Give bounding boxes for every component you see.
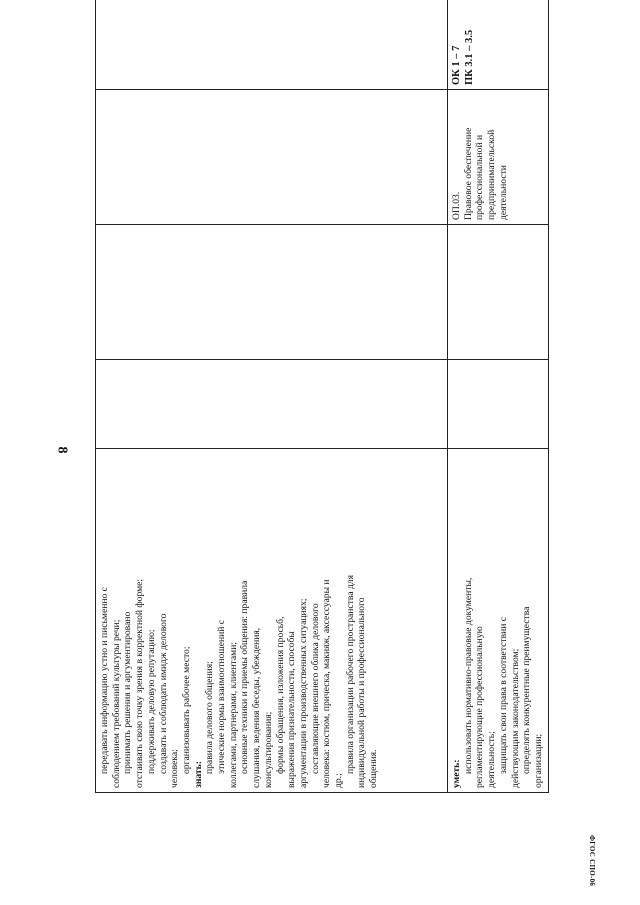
requirement-line: поддерживать деловую репутацию; [145,629,157,774]
requirement-line: передавать информацию устно и письменно с [99,587,110,774]
requirement-line: отстаивать свою точку зрения в корректной форме; [134,578,146,788]
discipline-cell [96,90,448,225]
table-row [96,0,448,793]
section-heading: уметь: [451,759,462,788]
page-number: 8 [54,446,70,454]
requirements-cell [448,449,549,793]
requirement-line: консультирования; [262,711,274,788]
requirement-line: коллегами, партнерами, клиентами; [227,642,239,788]
hours-class-cell [448,225,549,360]
requirement-line: организации; [532,733,544,788]
requirements-text [99,453,380,788]
requirement-line: деятельность; [486,731,498,788]
requirement-line: общения. [368,749,380,788]
competencies-cell [448,0,549,90]
curriculum-table-wrapper [95,29,544,793]
requirement-line: использовать нормативно-правовые документы, [462,577,474,774]
requirement-line: соблюдением требований культуры речи; [110,619,122,788]
table-row [448,0,549,793]
requirement-line: организовывать рабочее место; [180,646,192,774]
requirement-line: регламентирующие профессиональную [474,626,486,788]
requirement-line: создавать и соблюдать имидж делового [157,613,169,774]
requirement-line: основные техники и приемы общения: правила [239,580,251,774]
hours-max-cell [96,360,448,449]
requirement-line: аргументации в производственных ситуациях; [297,598,309,788]
section-heading: знать: [192,761,204,788]
hours-max-cell [448,360,549,449]
requirement-line: составляющие внешнего облика делового [309,603,321,774]
requirements-cell [96,449,448,793]
requirement-line: человека; [169,749,181,788]
competencies-pk: ПК 3.1 – 3.5 [463,29,475,85]
requirement-line: определять конкурентные преимущества [521,606,533,774]
requirement-line: др.; [333,773,345,788]
requirements-text [451,453,545,788]
requirement-line: формы обращения, изложения просьб, [274,616,286,774]
competencies-ok: ОК 1 – 7 [451,45,462,85]
requirement-line: принимать решения и аргументировано [122,611,134,774]
hours-class-cell [96,225,448,360]
competencies-cell [96,0,448,90]
requirement-line: индивидуальной работы и профессионального [356,597,368,788]
curriculum-table [95,0,549,793]
discipline-title: Правовое обеспечение профессиональной и предпринимательской деятельности [462,127,509,220]
requirement-line: человека: костюм, прическа, макияж, аксессуары и [321,579,333,788]
discipline-code: ОП.03. [451,191,462,220]
discipline-cell [448,90,549,225]
requirement-line: защищать свои права в соответствии с [497,616,509,774]
footer-standard-label: ФГОС СПО-06 [588,835,596,887]
requirement-line: правила делового общения; [204,661,216,774]
requirement-line: действующим законодательством; [509,648,521,788]
requirement-line: этические нормы взаимоотношений с [216,619,228,774]
requirement-line: правила организации рабочего пространства для [344,575,356,774]
requirement-line: слушания, ведения беседы, убеждения, [251,627,263,788]
requirement-line: выражения признательности, способы [286,631,298,788]
